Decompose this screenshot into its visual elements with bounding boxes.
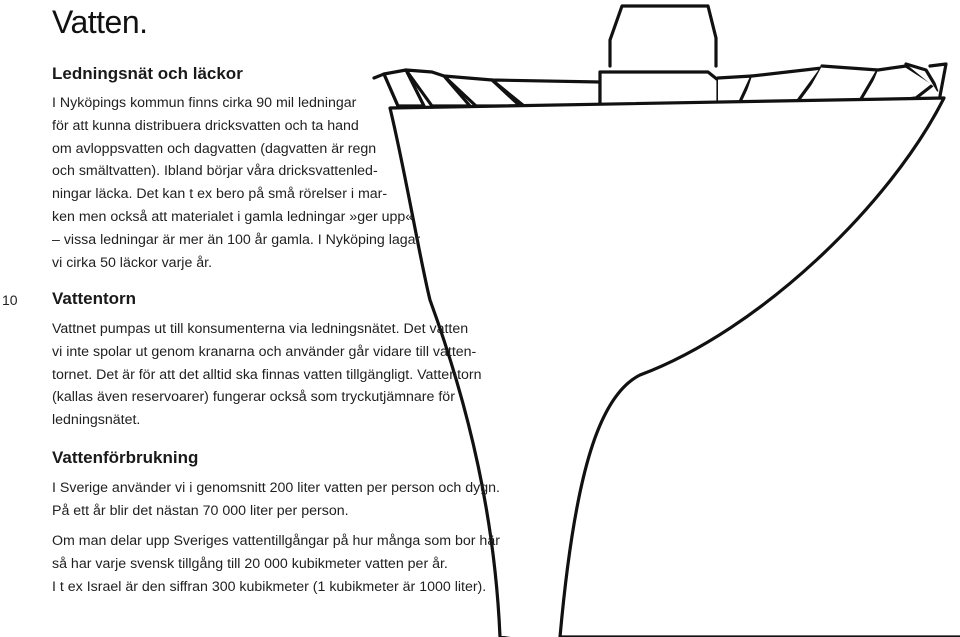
body-line: I Nyköpings kommun finns cirka 90 mil ledningar: [52, 95, 357, 111]
section-heading-vattenforbrukning: Vattenförbrukning: [52, 448, 199, 467]
page-number: 10: [2, 292, 18, 308]
body-line: Om man delar upp Sveriges vattentillgångar på hur många som bor här: [52, 533, 500, 549]
body-line: (kallas även reservoarer) fungerar också som tryckutjämnare för: [52, 389, 455, 406]
body-line: På ett år blir det nästan 70 000 liter per person.: [52, 502, 349, 519]
body-line: – vissa ledningar är mer än 100 år gamla. I Nyköping lagar: [52, 231, 421, 248]
section-heading-ledningsnat: Ledningsnät och läckor: [52, 64, 243, 83]
body-line: ningar läcka. Det kan t ex bero på små rörelser i mar-: [52, 186, 388, 203]
body-line: så har varje svensk tillgång till 20 000 kubikmeter vatten per år.: [52, 555, 448, 572]
body-line: ken men också att materialet i gamla ledningar »ger upp«: [52, 208, 414, 225]
body-line: för att kunna distribuera dricksvatten och ta hand: [52, 117, 359, 134]
body-line: I t ex Israel är den siffran 300 kubikmeter (1 kubikmeter är 1000 liter).: [52, 578, 487, 595]
section-body-ledningsnat: [52, 92, 420, 274]
body-line: vi inte spolar ut genom kranarna och använder går vidare till vatten-: [52, 343, 477, 360]
body-line: Vattnet pumpas ut till konsumenterna via ledningsnätet. Det vatten: [52, 321, 469, 337]
body-line: ledningsnätet.: [52, 412, 141, 429]
section-heading-vattentorn: Vattentorn: [52, 289, 137, 308]
body-line: och smältvatten). Ibland börjar våra dricksvattenled-: [52, 163, 378, 180]
section-body-vattenforbrukning-1: [52, 477, 500, 523]
body-line: vi cirka 50 läckor varje år.: [52, 254, 213, 271]
body-line: I Sverige använder vi i genomsnitt 200 liter vatten per person och dygn.: [52, 480, 500, 496]
page-title: Vatten.: [52, 4, 148, 40]
section-body-vattenforbrukning-2: [52, 530, 500, 598]
body-line: om avloppsvatten och dagvatten (dagvatten är regn: [52, 140, 377, 157]
body-line: tornet. Det är för att det alltid ska finnas vatten tillgängligt. Vattentorn: [52, 366, 482, 383]
section-body-vattentorn: [52, 318, 482, 432]
